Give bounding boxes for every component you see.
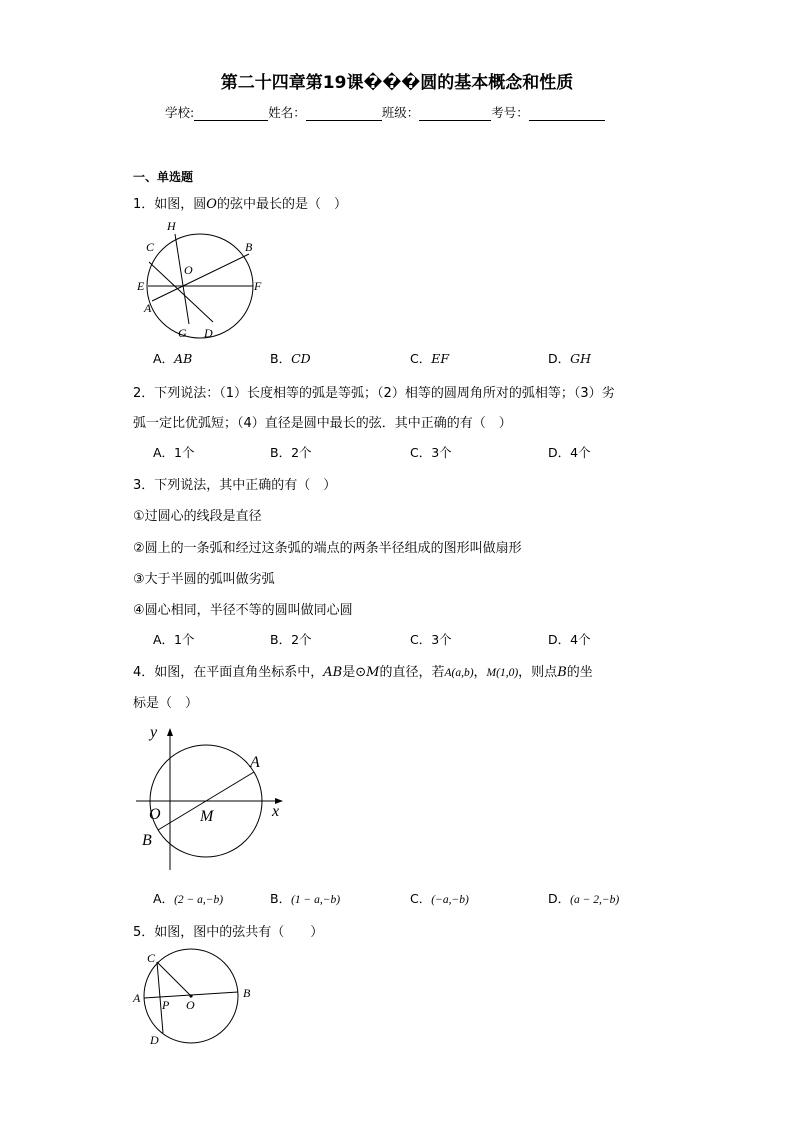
q1-option-a[interactable]: [153, 349, 192, 367]
label-a: A: [133, 991, 141, 1005]
q4-option-d-letter: D．: [548, 891, 571, 906]
q4-option-c-letter: C．: [410, 891, 432, 906]
label-o: O: [184, 263, 193, 277]
q3-statement-3: ③大于半圆的弧叫做劣弧: [133, 572, 275, 587]
student-info-line: [165, 103, 605, 121]
chord-gh: [175, 234, 189, 324]
label-d: D: [204, 326, 213, 340]
q1-var-o: O: [206, 197, 217, 212]
q2-option-b[interactable]: B．2个: [270, 445, 312, 460]
label-c: C: [146, 240, 155, 254]
name-label: 姓名：: [268, 105, 306, 120]
q2-option-c[interactable]: C．3个: [410, 445, 452, 460]
q4-text-2: 是⊙: [342, 665, 367, 680]
class-label: 班级：: [381, 105, 420, 120]
label-a: A: [144, 301, 152, 315]
q4-var-b: B: [557, 665, 567, 680]
label-d: D: [150, 1033, 159, 1047]
number-label: 考号：: [491, 105, 529, 120]
q1-option-d-value: GH: [570, 351, 592, 366]
q4-option-d[interactable]: [548, 889, 619, 907]
q1-option-a-value: AB: [174, 351, 193, 366]
q4-option-a-value: (2 − a,−b): [174, 894, 224, 906]
name-blank: [306, 107, 382, 121]
q2-option-a[interactable]: A．1个: [153, 445, 195, 460]
q4-coordinate-figure: [130, 720, 295, 875]
question-5-stem: 5．如图，图中的弦共有（ ）: [133, 925, 324, 940]
q1-circle-figure: [133, 216, 273, 344]
q3-statement-4: ④圆心相同，半径不等的圆叫做同心圆: [133, 603, 353, 618]
question-4-line-2: 标是（ ）: [133, 696, 199, 711]
label-g: G: [178, 326, 187, 340]
q3-option-d[interactable]: D．4个: [548, 632, 591, 647]
q4-option-a[interactable]: [153, 889, 223, 907]
radius-oc: [157, 962, 191, 996]
label-b: B: [243, 986, 251, 1000]
q5-circle-figure: [130, 946, 265, 1052]
label-h: H: [167, 219, 176, 233]
q3-option-b[interactable]: B．2个: [270, 632, 312, 647]
label-y: y: [150, 724, 158, 741]
q1-option-b[interactable]: [270, 349, 311, 367]
q3-option-a[interactable]: A．1个: [153, 632, 195, 647]
q1-option-b-value: CD: [291, 351, 311, 366]
q4-text-3: 的直径，若: [379, 665, 445, 680]
label-b: B: [245, 240, 253, 254]
question-3-stem: 3．下列说法，其中正确的有（ ）: [133, 478, 337, 493]
section-heading: 一、单选题: [133, 170, 194, 184]
q4-var-ab: AB: [323, 665, 343, 680]
question-1-stem: [133, 193, 347, 212]
school-label: 学校:: [165, 105, 195, 120]
class-blank: [419, 107, 491, 121]
label-f: F: [254, 279, 262, 293]
q3-statement-2: ②圆上的一条弧和经过这条弧的端点的两条半径组成的图形叫做扇形: [133, 541, 522, 556]
q4-comma: ，: [473, 665, 487, 680]
chord-ab: [152, 254, 249, 301]
label-a: A: [250, 754, 260, 771]
y-axis-arrow: [167, 728, 173, 736]
label-o: O: [149, 806, 161, 823]
q1-stem-pre: 1．如图，圆: [133, 197, 207, 212]
q4-text-4: ，则点: [518, 665, 558, 680]
q3-option-c[interactable]: C．3个: [410, 632, 452, 647]
q4-option-c-value: (−a,−b): [431, 894, 469, 906]
q4-point-m: M(1,0): [486, 667, 519, 679]
q4-text-5: 的坐: [566, 665, 593, 680]
q4-option-a-letter: A．: [153, 891, 175, 906]
q1-option-c-value: EF: [431, 351, 450, 366]
page-title: 第二十四章第19课���圆的基本概念和性质: [220, 73, 574, 93]
q1-option-c-letter: C．: [410, 351, 432, 366]
label-o: O: [186, 998, 195, 1012]
q4-option-b-letter: B．: [270, 891, 292, 906]
q3-statement-1: ①过圆心的线段是直径: [133, 509, 262, 524]
question-2-line-1: 2．下列说法：（1）长度相等的弧是等弧；（2）相等的圆周角所对的弧相等；（3）劣: [133, 386, 615, 401]
label-c: C: [147, 951, 156, 965]
q4-point-a: A(a,b): [444, 667, 474, 679]
label-p: P: [162, 998, 170, 1012]
q1-option-b-letter: B．: [270, 351, 292, 366]
q4-option-b-value: (1 − a,−b): [291, 894, 341, 906]
q1-option-d[interactable]: [548, 349, 591, 367]
question-4-line-1: [133, 661, 593, 680]
q4-option-d-value: (a − 2,−b): [570, 894, 620, 906]
label-m: M: [200, 808, 214, 825]
q2-option-d[interactable]: D．4个: [548, 445, 591, 460]
q1-stem-post: 的弦中最长的是（ ）: [216, 197, 347, 212]
q1-option-d-letter: D．: [548, 351, 571, 366]
q4-var-m: M: [366, 665, 380, 680]
number-blank: [529, 107, 605, 121]
school-blank: [194, 107, 268, 121]
label-e: E: [137, 279, 145, 293]
q4-option-b[interactable]: [270, 889, 340, 907]
label-b: B: [142, 832, 152, 849]
question-2-line-2: 弧一定比优弧短；（4）直径是圆中最长的弦．其中正确的有（ ）: [133, 416, 512, 431]
q4-text-1: 4．如图，在平面直角坐标系中，: [133, 665, 324, 680]
q4-option-c[interactable]: [410, 889, 469, 907]
q1-option-c[interactable]: [410, 349, 449, 367]
label-x: x: [272, 803, 280, 820]
q1-option-a-letter: A．: [153, 351, 175, 366]
